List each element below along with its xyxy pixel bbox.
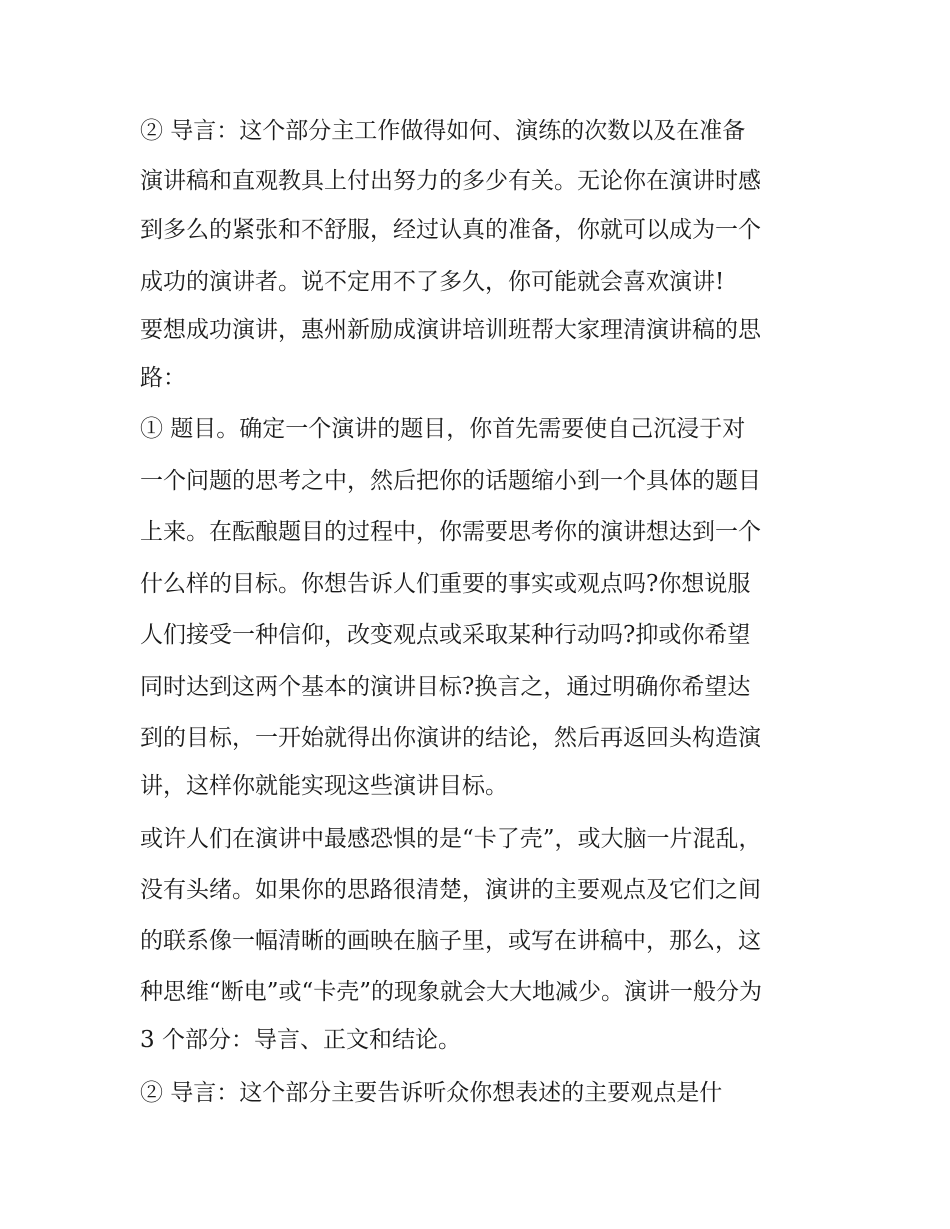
text-line: 没有头绪。如果你的思路很清楚，演讲的主要观点及它们之间 <box>140 877 761 903</box>
text-line: 成功的演讲者。说不定用不了多久，你可能就会喜欢演讲! <box>140 269 725 295</box>
text-line: 上来。在酝酿题目的过程中，你需要思考你的演讲想达到一个 <box>140 519 761 545</box>
text-line: ② 导言：这个部分主要告诉听众你想表述的主要观点是什 <box>140 1080 723 1106</box>
text-line: ② 导言：这个部分主工作做得如何、演练的次数以及在准备 <box>140 118 746 144</box>
text-line: 讲，这样你就能实现这些演讲目标。 <box>140 773 508 799</box>
text-line: 同时达到这两个基本的演讲目标?换言之，通过明确你希望达 <box>140 674 751 700</box>
text-line: 演讲稿和直观教具上付出努力的多少有关。无论你在演讲时感 <box>140 168 761 194</box>
text-line: 一个问题的思考之中，然后把你的话题缩小到一个具体的题目 <box>140 468 761 494</box>
text-line: 的联系像一幅清晰的画映在脑子里，或写在讲稿中，那么，这 <box>140 928 761 954</box>
text-line: 到多么的紧张和不舒服，经过认真的准备，你就可以成为一个 <box>140 217 761 243</box>
text-line: 3 个部分：导言、正文和结论。 <box>140 1027 461 1053</box>
text-line: 或许人们在演讲中最感恐惧的是“卡了壳”，或大脑一片混乱， <box>140 826 762 852</box>
text-line: 到的目标，一开始就得出你演讲的结论，然后再返回头构造演 <box>140 725 761 751</box>
text-line: 什么样的目标。你想告诉人们重要的事实或观点吗?你想说服 <box>140 571 751 597</box>
text-line: 种思维“断电”或“卡壳”的现象就会大大地减少。演讲一般分为 <box>140 979 763 1005</box>
text-line: ① 题目。确定一个演讲的题目，你首先需要使自己沉浸于对 <box>140 416 746 442</box>
text-line: 路： <box>140 365 186 391</box>
text-line: 要想成功演讲，惠州新励成演讲培训班帮大家理清演讲稿的思 <box>140 317 761 343</box>
text-line: 人们接受一种信仰，改变观点或采取某种行动吗?抑或你希望 <box>140 622 751 648</box>
